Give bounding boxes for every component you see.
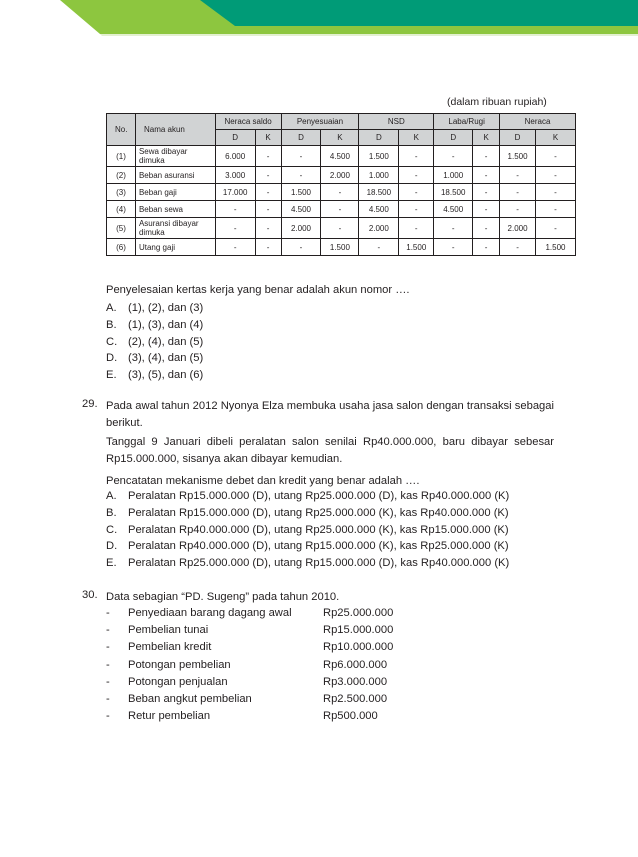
header-decoration <box>0 0 638 50</box>
table-cell: 1.500 <box>281 184 321 201</box>
row-number: (1) <box>107 146 136 167</box>
table-row <box>107 239 576 256</box>
table-cell: 2.000 <box>500 218 536 239</box>
header-group: Neraca saldo <box>215 114 281 130</box>
item-amount: Rp500.000 <box>323 710 378 723</box>
q30-number: 30. <box>82 589 98 601</box>
item-amount: Rp3.000.000 <box>323 675 388 688</box>
table-cell: - <box>500 167 536 184</box>
table-row <box>107 218 576 239</box>
table-cell: - <box>536 167 576 184</box>
account-name: Utang gaji <box>135 239 215 256</box>
header-sub: K <box>321 130 359 146</box>
table-cell: - <box>473 218 500 239</box>
option-text: (3), (5), dan (6) <box>128 369 204 382</box>
table-row <box>107 184 576 201</box>
header-sub: D <box>215 130 255 146</box>
table-cell: - <box>215 218 255 239</box>
table-cell: - <box>473 184 500 201</box>
account-name: Beban gaji <box>135 184 215 201</box>
row-number: (3) <box>107 184 136 201</box>
item-label: Potongan pembelian <box>128 658 231 671</box>
item-amount: Rp10.000.000 <box>323 641 394 654</box>
item-amount: Rp6.000.000 <box>323 658 388 671</box>
header-sub: K <box>536 130 576 146</box>
account-name: Beban asuransi <box>135 167 215 184</box>
table-cell: - <box>215 239 255 256</box>
q30-intro: Data sebagian “PD. Sugeng” pada tahun 2010. <box>106 591 340 603</box>
table-cell: 1.500 <box>399 239 434 256</box>
header-sub: K <box>399 130 434 146</box>
q29-line4: Rp15.000.000, sisanya akan dibayar kemudian. <box>106 453 343 465</box>
table-cell: - <box>281 146 321 167</box>
table-cell: - <box>359 239 399 256</box>
table-cell: - <box>536 146 576 167</box>
option-letter: A. <box>106 490 117 502</box>
table-cell: 4.500 <box>281 201 321 218</box>
table-cell: 18.500 <box>434 184 473 201</box>
item-amount: Rp25.000.000 <box>323 607 394 619</box>
table-cell: - <box>281 167 321 184</box>
table-cell: 17.000 <box>215 184 255 201</box>
table-cell: 18.500 <box>359 184 399 201</box>
table-cell: - <box>473 201 500 218</box>
table-cell: - <box>255 146 281 167</box>
item-label: Pembelian tunai <box>128 624 209 637</box>
table-cell: - <box>399 167 434 184</box>
table-cell: - <box>255 167 281 184</box>
worksheet-table <box>106 113 576 256</box>
table-cell: 1.500 <box>536 239 576 256</box>
item-dash: - <box>106 658 110 671</box>
item-label: Beban angkut pembelian <box>128 693 252 705</box>
q29-line1: Pada awal tahun 2012 Nyonya Elza membuka usaha jasa salon dengan transaksi sebagai <box>106 400 554 412</box>
option-text: (3), (4), dan (5) <box>128 352 204 365</box>
option-text: Peralatan Rp40.000.000 (D), utang Rp15.000.000 (K), kas Rp25.000.000 (K) <box>128 540 509 553</box>
table-cell: 1.000 <box>434 167 473 184</box>
table-cell: - <box>215 201 255 218</box>
option-letter: C. <box>106 335 118 348</box>
header-sub: K <box>255 130 281 146</box>
q29-line2: berikut. <box>106 417 143 429</box>
header-sub: D <box>281 130 321 146</box>
q29-line3: Tanggal 9 Januari dibeli peralatan salon senilai Rp40.000.000, baru dibayar sebesar <box>106 436 554 448</box>
item-amount: Rp2.500.000 <box>323 693 388 705</box>
option-letter: E. <box>106 369 117 382</box>
option-letter: E. <box>106 557 117 570</box>
table-cell: 4.500 <box>359 201 399 218</box>
header-sub: D <box>500 130 536 146</box>
account-name: Asuransi dibayar dimuka <box>135 218 215 239</box>
header-sub: K <box>473 130 500 146</box>
table-cell: 2.000 <box>321 167 359 184</box>
table-cell: 1.000 <box>359 167 399 184</box>
item-label: Penyediaan barang dagang awal <box>128 607 292 619</box>
table-cell: 2.000 <box>281 218 321 239</box>
table-cell: - <box>399 218 434 239</box>
option-text: (1), (3), dan (4) <box>128 318 204 331</box>
table-cell: - <box>434 218 473 239</box>
table-cell: - <box>473 167 500 184</box>
table-cell: - <box>321 218 359 239</box>
item-dash: - <box>106 607 110 619</box>
header-nama-akun: Nama akun <box>135 114 215 146</box>
item-amount: Rp15.000.000 <box>323 624 394 637</box>
table-cell: 4.500 <box>321 146 359 167</box>
header-no: No. <box>107 114 136 146</box>
table-row <box>107 201 576 218</box>
table-cell: 4.500 <box>434 201 473 218</box>
option-letter: B. <box>106 506 117 519</box>
table-cell: - <box>255 184 281 201</box>
table-row <box>107 167 576 184</box>
header-sub: D <box>359 130 399 146</box>
item-label: Potongan penjualan <box>128 675 228 688</box>
table-cell: - <box>255 201 281 218</box>
table-cell: - <box>255 239 281 256</box>
table-cell: 3.000 <box>215 167 255 184</box>
q28-question: Penyelesaian kertas kerja yang benar adalah akun nomor …. <box>106 284 410 296</box>
table-cell: - <box>500 184 536 201</box>
table-cell: - <box>536 201 576 218</box>
item-dash: - <box>106 710 110 723</box>
option-letter: B. <box>106 318 117 331</box>
table-cell: - <box>473 146 500 167</box>
option-text: (1), (2), dan (3) <box>128 302 204 314</box>
table-cell: - <box>500 239 536 256</box>
header-group: Neraca <box>500 114 576 130</box>
table-cell: - <box>399 146 434 167</box>
table-row <box>107 146 576 167</box>
table-cell: - <box>281 239 321 256</box>
table-cell: - <box>399 184 434 201</box>
item-label: Retur pembelian <box>128 710 211 723</box>
unit-note: (dalam ribuan rupiah) <box>447 96 547 108</box>
item-dash: - <box>106 675 110 688</box>
table-cell: - <box>434 239 473 256</box>
option-text: (2), (4), dan (5) <box>128 335 204 348</box>
table-cell: 1.500 <box>500 146 536 167</box>
item-dash: - <box>106 693 110 705</box>
table-cell: 1.500 <box>321 239 359 256</box>
row-number: (4) <box>107 201 136 218</box>
account-name: Beban sewa <box>135 201 215 218</box>
header-group: Laba/Rugi <box>434 114 500 130</box>
option-letter: D. <box>106 540 118 553</box>
table-cell: - <box>536 184 576 201</box>
table-cell: - <box>399 201 434 218</box>
header-group: NSD <box>359 114 434 130</box>
table-cell: - <box>321 184 359 201</box>
item-dash: - <box>106 641 110 654</box>
option-letter: D. <box>106 352 118 365</box>
row-number: (5) <box>107 218 136 239</box>
table-cell: 2.000 <box>359 218 399 239</box>
item-label: Pembelian kredit <box>128 641 212 654</box>
header-group: Penyesuaian <box>281 114 359 130</box>
q29-number: 29. <box>82 398 98 410</box>
row-number: (2) <box>107 167 136 184</box>
option-letter: C. <box>106 523 118 536</box>
table-cell: - <box>500 201 536 218</box>
table-cell: - <box>321 201 359 218</box>
option-text: Peralatan Rp40.000.000 (D), utang Rp25.000.000 (K), kas Rp15.000.000 (K) <box>128 523 509 536</box>
table-cell: - <box>434 146 473 167</box>
table-cell: 6.000 <box>215 146 255 167</box>
table-cell: - <box>536 218 576 239</box>
option-text: Peralatan Rp25.000.000 (D), utang Rp15.000.000 (D), kas Rp40.000.000 (K) <box>128 557 510 570</box>
table-cell: - <box>473 239 500 256</box>
account-name: Sewa dibayar dimuka <box>135 146 215 167</box>
table-cell: - <box>255 218 281 239</box>
q29-question: Pencatatan mekanisme debet dan kredit yang benar adalah …. <box>106 475 420 487</box>
option-letter: A. <box>106 302 117 314</box>
option-text: Peralatan Rp15.000.000 (D), utang Rp25.000.000 (D), kas Rp40.000.000 (K) <box>128 490 510 502</box>
item-dash: - <box>106 624 110 637</box>
option-text: Peralatan Rp15.000.000 (D), utang Rp25.000.000 (K), kas Rp40.000.000 (K) <box>128 506 509 519</box>
row-number: (6) <box>107 239 136 256</box>
table-cell: 1.500 <box>359 146 399 167</box>
header-sub: D <box>434 130 473 146</box>
